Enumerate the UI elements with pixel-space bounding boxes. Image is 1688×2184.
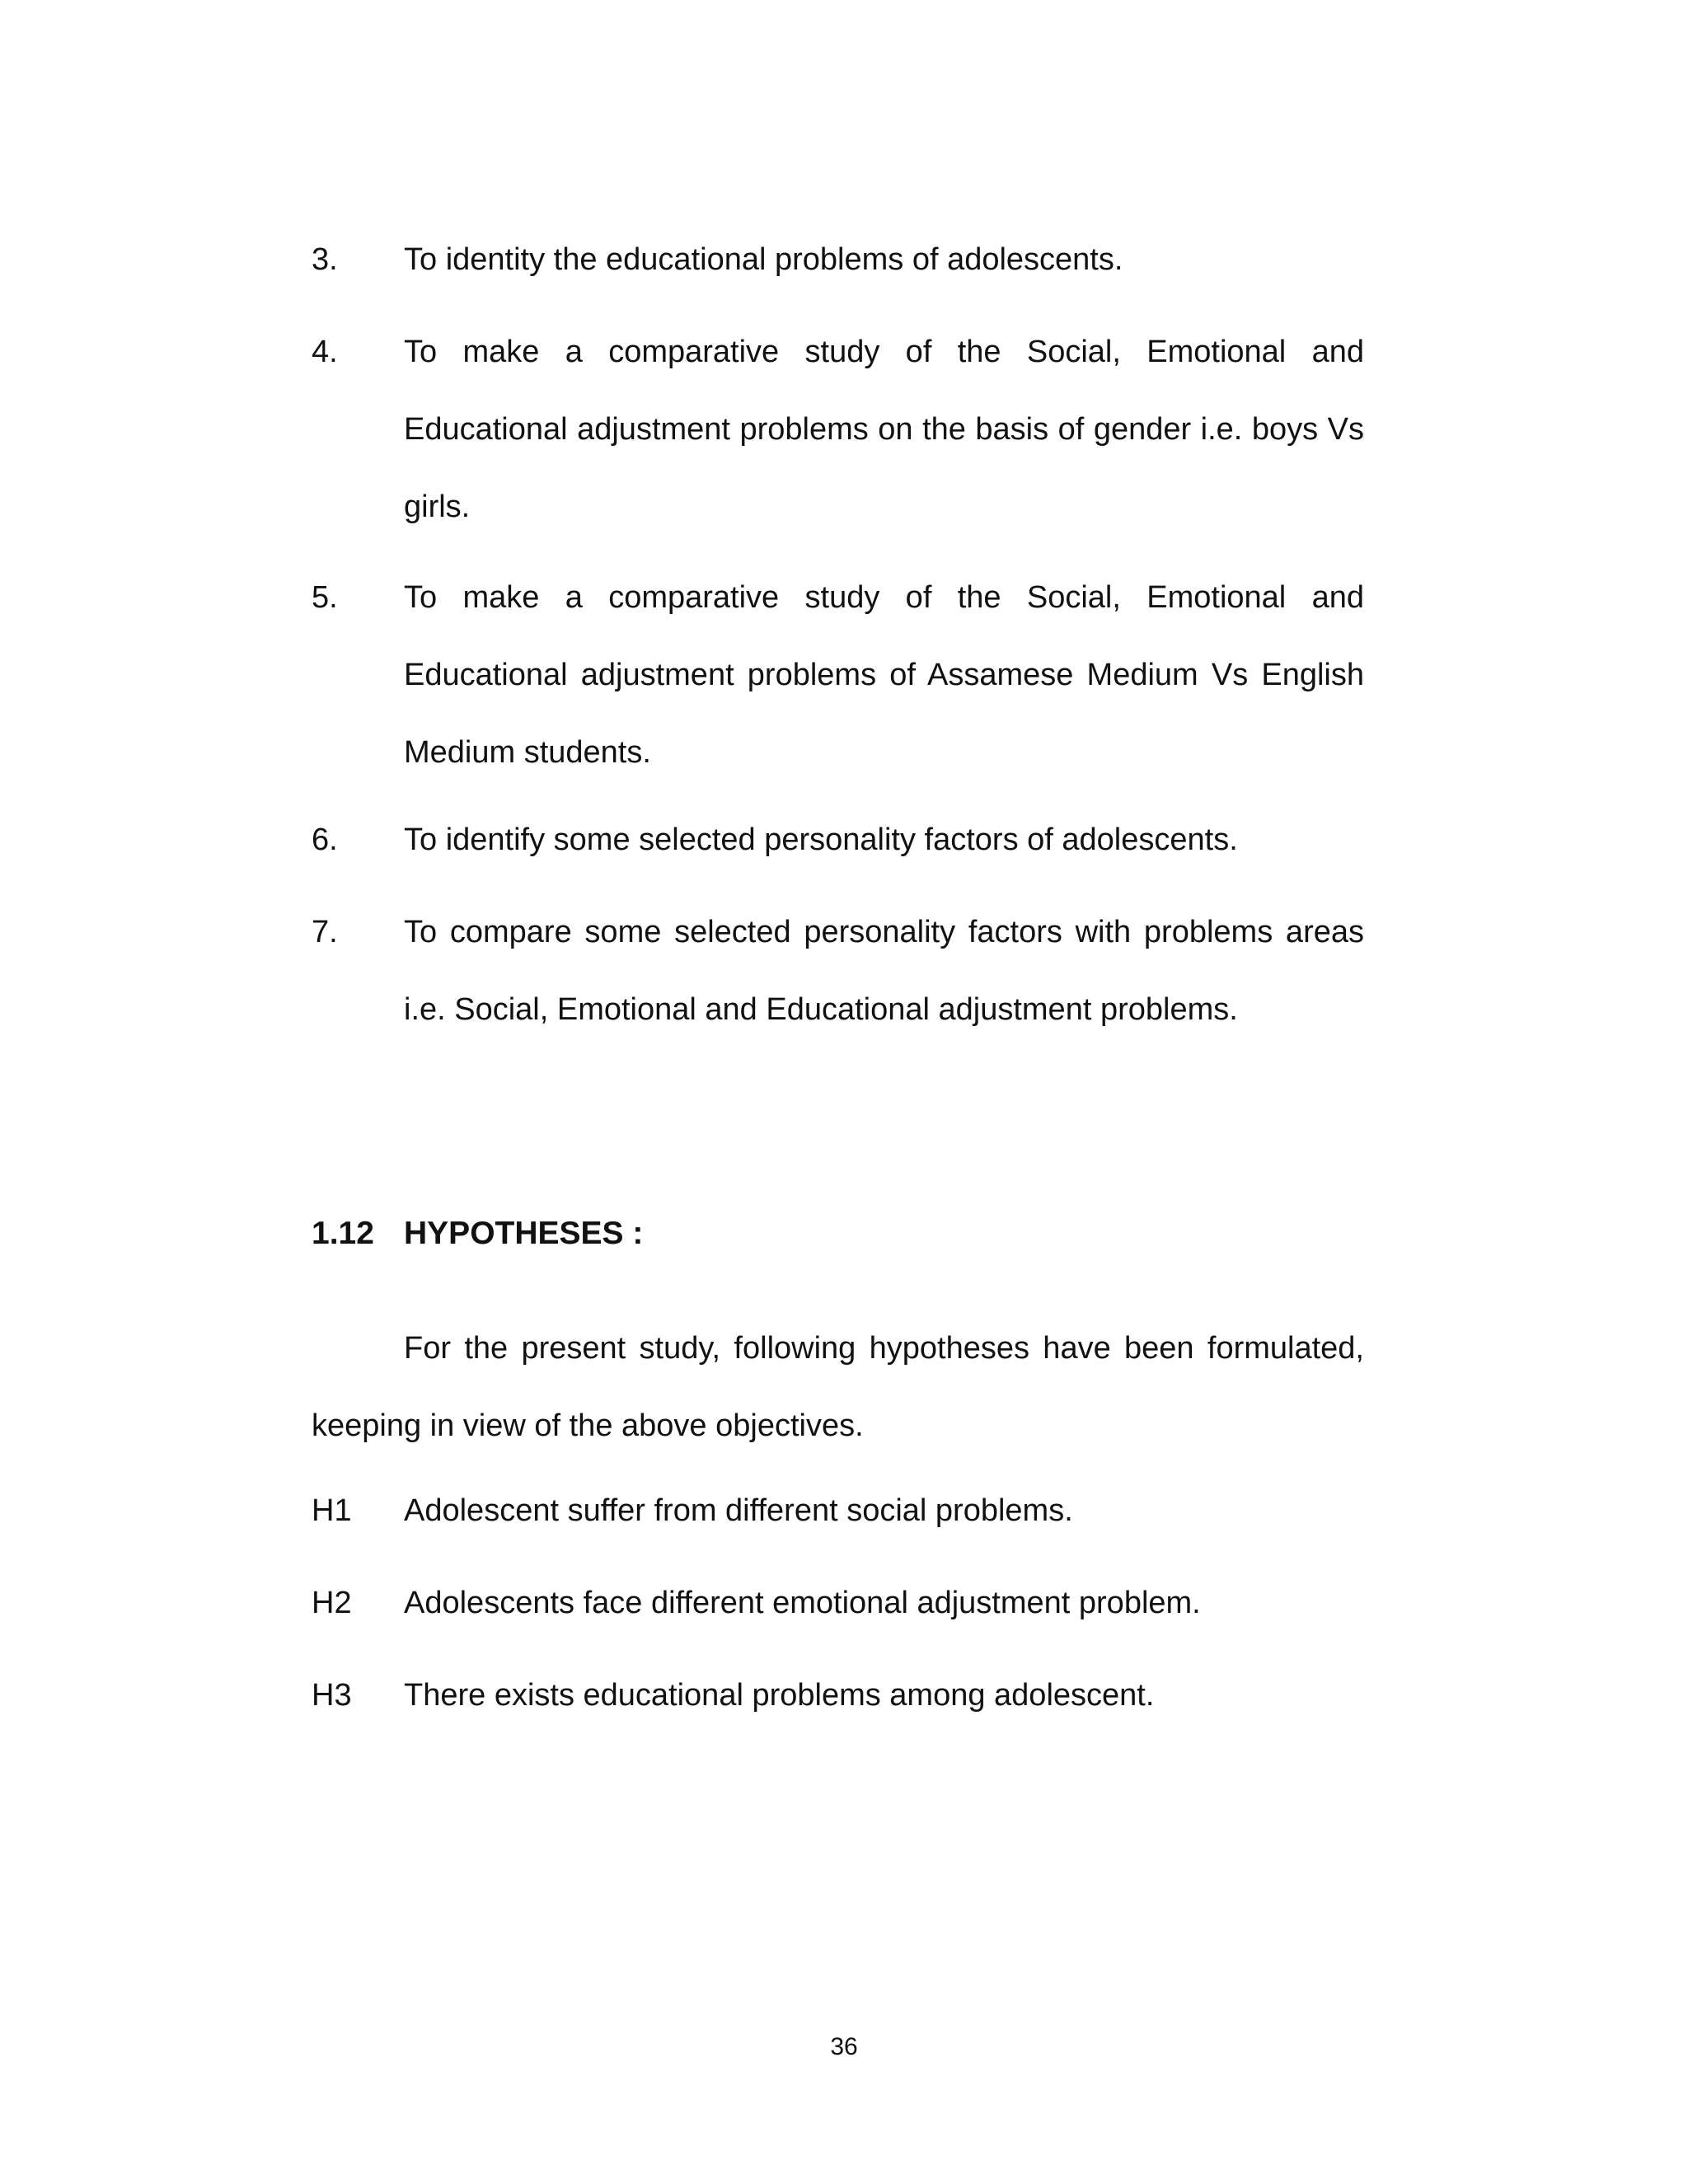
objective-text: To make a comparative study of the Social, Emotional and Educational adjustment problems of Assamese Medium Vs English Medium students.: [404, 580, 1364, 770]
hypothesis-text: There exists educational problems among adolescent.: [404, 1678, 1155, 1713]
section-heading: [312, 1209, 643, 1258]
hypothesis-label: H2: [312, 1586, 352, 1620]
hypothesis-item-h2: [312, 1578, 1364, 1628]
hypothesis-text: Adolescents face different emotional adjustment problem.: [404, 1586, 1201, 1620]
objective-item-4: [312, 313, 1364, 546]
hypothesis-item-h1: [312, 1486, 1364, 1535]
objective-text: To compare some selected personality factors with problems areas i.e. Social, Emotional and Educational adjustment problems.: [404, 915, 1364, 1027]
objective-text: To identify some selected personality factors of adolescents.: [404, 823, 1238, 857]
page-number: 36: [830, 2033, 858, 2060]
section-title: HYPOTHESES :: [404, 1216, 644, 1251]
objective-number: 6.: [312, 823, 338, 857]
objective-text: To identity the educational problems of adolescents.: [404, 242, 1123, 277]
hypothesis-item-h3: [312, 1671, 1364, 1720]
objective-number: 7.: [312, 915, 338, 949]
objective-number: 5.: [312, 580, 338, 615]
hypothesis-text: Adolescent suffer from different social problems.: [404, 1493, 1073, 1528]
hypothesis-label: H3: [312, 1678, 352, 1713]
objective-text: To make a comparative study of the Social, Emotional and Educational adjustment problems on the basis of gender i.e. boys Vs girls.: [404, 335, 1364, 524]
objective-item-5: [312, 559, 1364, 791]
objective-item-3: [312, 221, 1364, 298]
objective-number: 3.: [312, 242, 338, 277]
hypothesis-label: H1: [312, 1493, 352, 1528]
intro-paragraph: For the present study, following hypotheses have been formulated, keeping in view of the above objectives.: [312, 1331, 1364, 1443]
section-number: 1.12: [312, 1216, 374, 1251]
objective-number: 4.: [312, 335, 338, 369]
objective-item-7: [312, 893, 1364, 1048]
objective-item-6: [312, 801, 1364, 879]
